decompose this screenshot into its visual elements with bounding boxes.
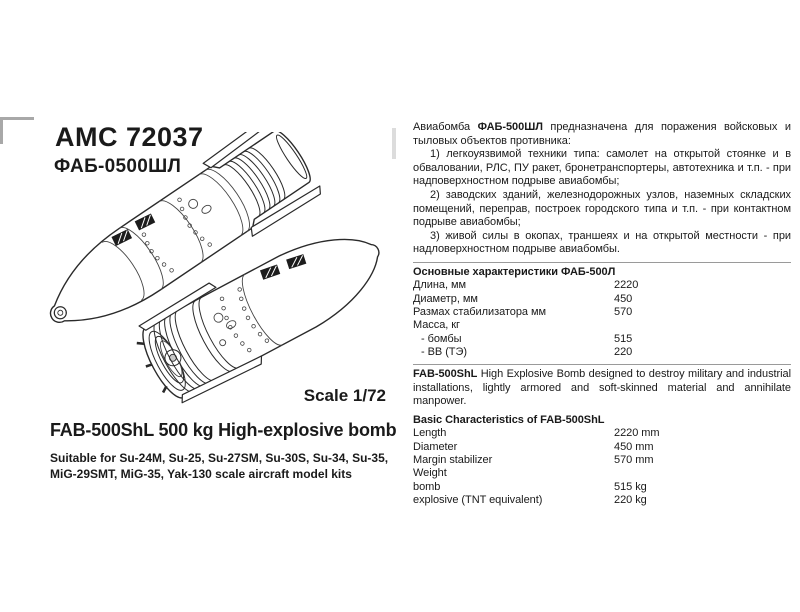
- spec-label: Длина, мм: [413, 279, 466, 292]
- crop-mark-vertical: [0, 117, 3, 144]
- specs-ru-title: Основные характеристики ФАБ-500Л: [413, 265, 616, 278]
- spec-label: bomb: [413, 480, 441, 493]
- spec-label: Length: [413, 427, 447, 440]
- spec-label: - ВВ (ТЭ): [421, 345, 467, 358]
- spec-value: 570 mm: [614, 453, 654, 466]
- spec-label: Диаметр, мм: [413, 292, 478, 305]
- description-column: [413, 121, 791, 507]
- suitable-for-text: Suitable for Su-24M, Su-25, Su-27SM, Su-30S, Su-34, Su-35, MiG-29SMT, MiG-35, Yak-130 scale aircraft model kits: [50, 451, 389, 481]
- spec-row: [413, 293, 791, 306]
- spec-row: [413, 427, 791, 440]
- spec-row: [413, 333, 791, 346]
- spec-row: [413, 467, 791, 480]
- spec-value: [614, 319, 791, 332]
- description-en-intro-rest: High Explosive Bomb designed to destroy military and industrial installations, lightly armored and soft-skinned material and annihilate manpower.: [413, 368, 791, 408]
- description-ru-intro-prefix: Авиабомба: [413, 121, 471, 133]
- divider: [413, 262, 791, 263]
- divider: [413, 364, 791, 365]
- spec-value: 220: [614, 345, 633, 358]
- spec-value: 450 mm: [614, 440, 654, 453]
- description-ru-intro-rest: предназначена для поражения войсковых и тыловых объектов противника:: [413, 121, 791, 147]
- description-ru-intro: [413, 121, 791, 148]
- spec-label: explosive (TNT equivalent): [413, 493, 543, 506]
- description-item: 3) живой силы в окопах, траншеях и на открытой местности - при надловерхностном подрыве авиабомбы.: [413, 229, 791, 256]
- spec-row: [413, 454, 791, 467]
- spec-row: [413, 481, 791, 494]
- spec-row: [413, 441, 791, 454]
- description-item: 2) заводских зданий, железнодорожных узлов, наземных складских помещений, переправ, построек городского типа и т.п. - при контактном подрыве авиабомбы;: [413, 188, 791, 229]
- spec-label: Масса, кг: [413, 319, 461, 332]
- spec-label: Weight: [413, 467, 447, 480]
- spec-label: Размах стабилизатора мм: [413, 305, 547, 318]
- spec-label: Margin stabilizer: [413, 453, 493, 466]
- specs-en-title: Basic Characteristics of FAB-500ShL: [413, 413, 605, 426]
- spec-value: 570: [614, 305, 633, 318]
- spec-label: Diameter: [413, 440, 458, 453]
- kit-number-heading: AMC 72037: [55, 122, 204, 152]
- specs-ru-rows: [413, 279, 791, 359]
- spec-row: [413, 346, 791, 359]
- specs-ru-table: [413, 266, 791, 359]
- spec-label: - бомбы: [421, 332, 462, 345]
- description-ru-items: [413, 148, 791, 257]
- spec-value: 515: [614, 332, 633, 345]
- spec-value: 220 kg: [614, 493, 647, 506]
- product-title: FAB-500ShL 500 kg High-explosive bomb: [50, 420, 397, 440]
- scale-label: Scale 1/72: [303, 386, 386, 405]
- kit-name-ru-heading: ФАБ-0500ШЛ: [54, 156, 182, 177]
- spec-row: [413, 306, 791, 319]
- spec-value: [614, 467, 791, 480]
- description-en-intro-bold: FAB-500ShL: [413, 368, 478, 381]
- bomb-technical-drawing: [38, 132, 403, 404]
- spec-row: [413, 494, 791, 507]
- spec-row: [413, 319, 791, 332]
- specs-en-table: [413, 414, 791, 507]
- spec-value: 515 kg: [614, 480, 647, 493]
- specs-en-rows: [413, 427, 791, 507]
- crop-mark-horizontal: [0, 117, 34, 120]
- spec-value: 2220 mm: [614, 427, 660, 440]
- description-en-intro: [413, 368, 791, 409]
- spec-value: 450: [614, 292, 633, 305]
- spec-row: [413, 279, 791, 292]
- spec-value: 2220: [614, 279, 639, 292]
- description-ru-intro-bold: ФАБ-500ШЛ: [477, 121, 543, 133]
- description-item: 1) легкоуязвимой техники типа: самолет на открытой стоянке и в обваловании, РЛС, ПУ ракет, бронетранспортеры, автотехника и т.п. - при надповерхностном подрыве авиабомбы;: [413, 148, 791, 188]
